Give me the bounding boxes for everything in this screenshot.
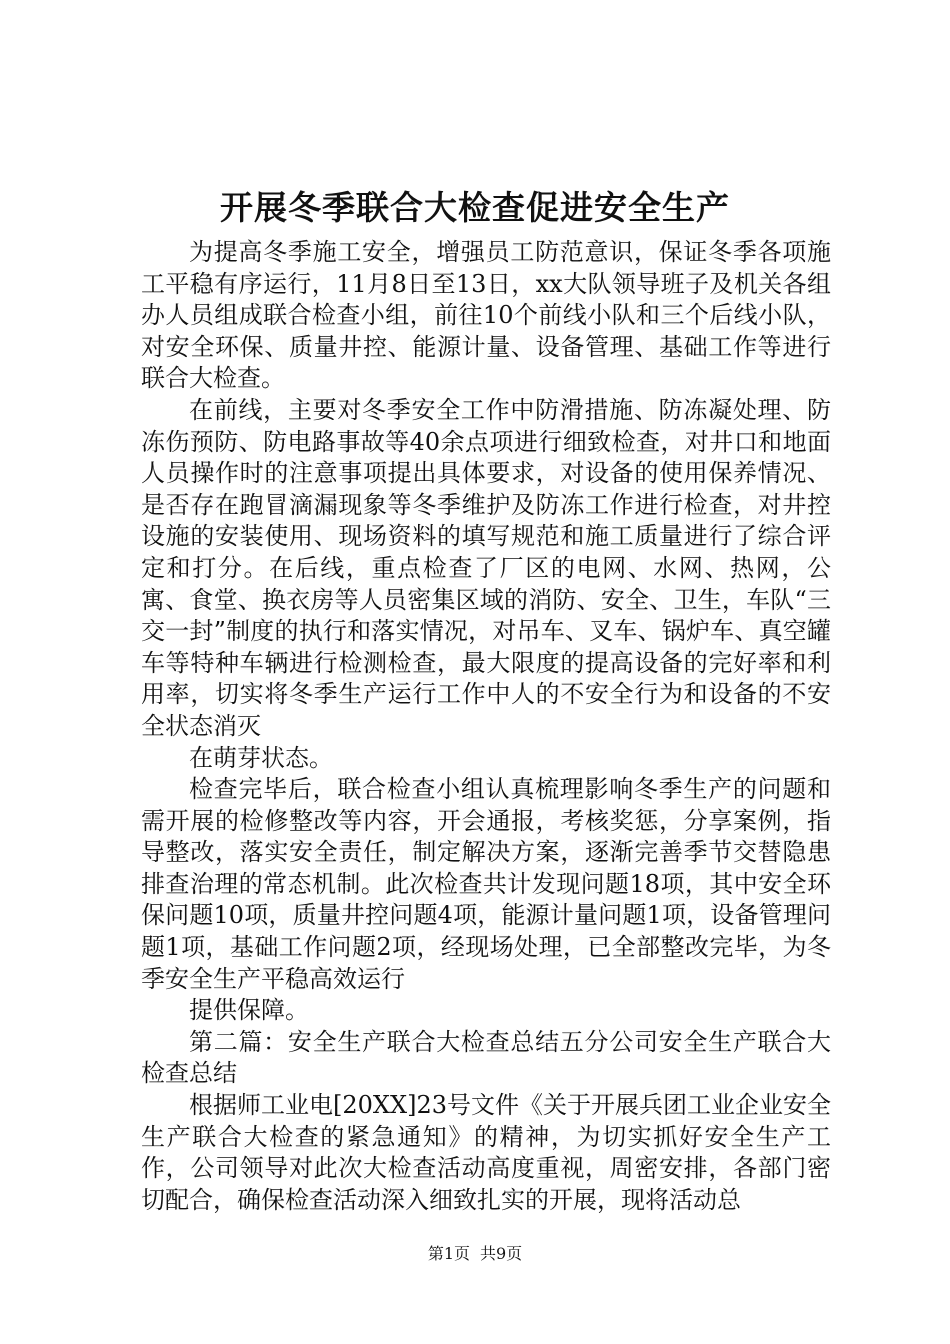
paragraph-3: 在萌芽状态。 bbox=[189, 743, 333, 772]
document-title: 开展冬季联合大检查促进安全生产 bbox=[220, 188, 730, 227]
paragraph-4: 检查完毕后，联合检查小组认真梳理影响冬季生产的问题和需开展的检修整改等内容，开会通报，考核奖惩，分享案例，指导整改，落实安全责任，制定解决方案，逐渐完善季节交替隐患排查治理的常态机制。此次检查共计发现问题18项，其中安全环保问题10项，质量井控问题4项，能源计量问题1项，设备管理问题1项，基础工作问题2项，经现场处理，已全部整改完毕，为冬季安全生产平稳高效运行 bbox=[141, 775, 831, 993]
paragraph-5: 提供保障。 bbox=[189, 996, 309, 1025]
paragraph-2: 在前线，主要对冬季安全工作中防滑措施、防冻凝处理、防冻伤预防、防电路事故等40余点项进行细致检查，对井口和地面人员操作时的注意事项提出具体要求，对设备的使用保养情况、是否存在跑冒滴漏现象等冬季维护及防冻工作进行检查，对井控设施的安装使用、现场资料的填写规范和施工质量进行了综合评定和打分。在后线，重点检查了厂区的电网、水网、热网，公寓、食堂、换衣房等人员密集区域的消防、安全、卫生，车队“三交一封”制度的执行和落实情况，对吊车、叉车、锅炉车、真空罐车等特种车辆进行检测检查，最大限度的提高设备的完好率和利用率，切实将冬季生产运行工作中人的不安全行为和设备的不安全状态消灭 bbox=[141, 395, 831, 740]
document-body bbox=[141, 237, 831, 1216]
paragraph-7: 根据师工业电[20XX]23号文件《关于开展兵团工业企业安全生产联合大检查的紧急通知》的精神，为切实抓好安全生产工作，公司领导对此次大检查活动高度重视，周密安排，各部门密切配合，确保检查活动深入细致扎实的开展，现将活动总 bbox=[141, 1091, 831, 1214]
page-number: 第1页 bbox=[427, 1244, 470, 1263]
paragraph-1: 为提高冬季施工安全，增强员工防范意识，保证冬季各项施工平稳有序运行，11月8日至13日，xx大队领导班子及机关各组办人员组成联合检查小组，前往10个前线小队和三个后线小队，对安全环保、质量井控、能源计量、设备管理、基础工作等进行联合大检查。 bbox=[141, 238, 831, 393]
page-total: 共9页 bbox=[480, 1244, 523, 1263]
paragraph-6-section-heading: 第二篇：安全生产联合大检查总结五分公司安全生产联合大检查总结 bbox=[141, 1027, 831, 1088]
page-footer bbox=[0, 1243, 950, 1265]
